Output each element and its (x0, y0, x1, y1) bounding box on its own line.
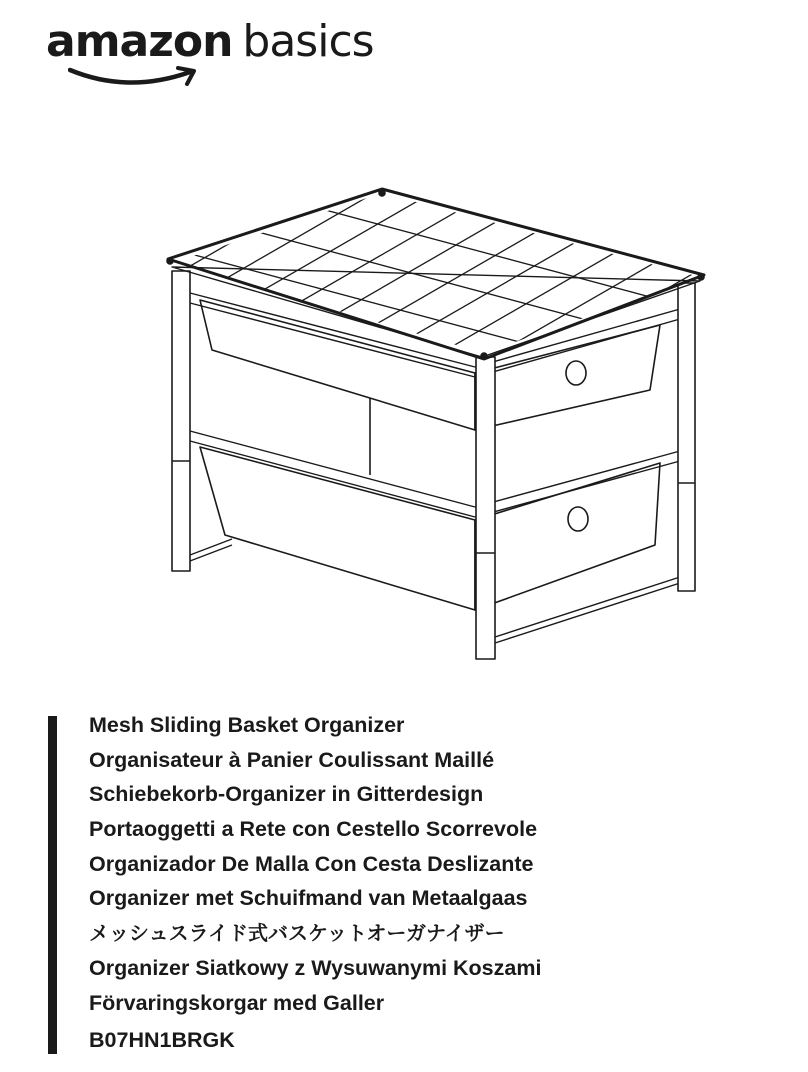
amazon-basics-logo (46, 8, 376, 88)
title-fr: Organisateur à Panier Coulissant Maillé (89, 747, 495, 772)
lower-basket (200, 390, 660, 610)
title-accent-bar (48, 716, 57, 1054)
title-es: Organizador De Malla Con Cesta Deslizante (89, 851, 534, 876)
product-title-list (89, 708, 541, 1020)
logo-word-basics: basics (242, 16, 374, 67)
title-pl: Organizer Siatkowy z Wysuwanymi Koszami (89, 955, 542, 980)
product-illustration (160, 185, 720, 665)
title-en: Mesh Sliding Basket Organizer (89, 713, 405, 737)
title-ja: メッシュスライド式バスケットオーガナイザー (89, 921, 505, 946)
title-nl: Organizer met Schuifmand van Metaalgaas (89, 886, 528, 911)
model-number: B07HN1BRGK (89, 1028, 235, 1052)
logo-wordmark (46, 16, 374, 67)
title-it: Portaoggetti a Rete con Cestello Scorrevole (89, 817, 538, 842)
title-de: Schiebekorb-Organizer in Gitterdesign (89, 782, 484, 807)
amazon-smile-icon (68, 64, 208, 90)
title-sv: Förvaringskorgar med Galler (89, 990, 385, 1015)
logo-word-amazon: amazon (46, 16, 233, 67)
